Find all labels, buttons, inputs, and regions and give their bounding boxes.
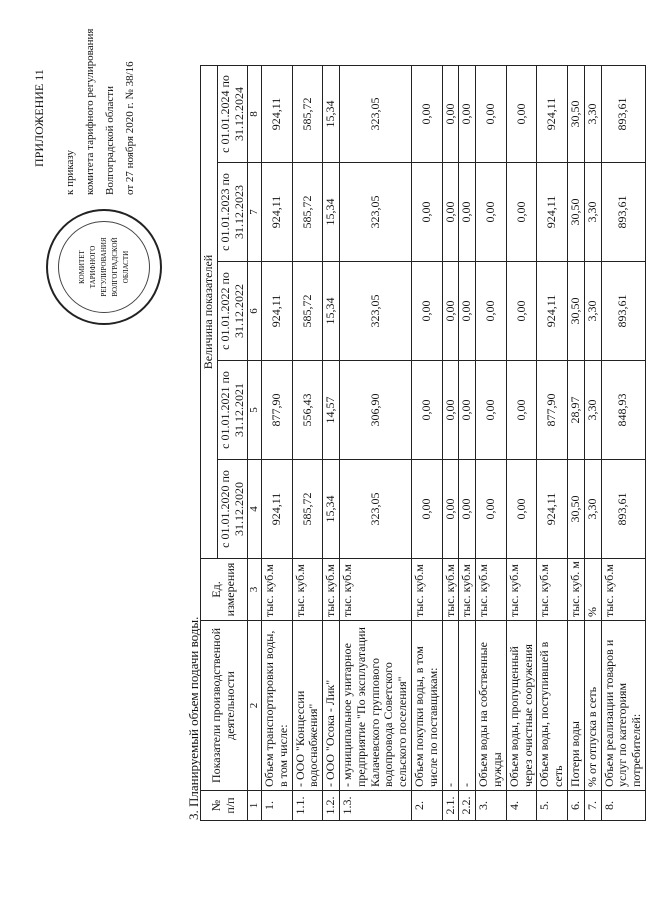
row-value: 323,05 — [340, 163, 412, 262]
row-unit: тыс. куб.м — [340, 559, 412, 621]
row-number: 1.3. — [340, 791, 412, 821]
row-value: 323,05 — [340, 460, 412, 559]
row-value: 585,72 — [292, 262, 323, 361]
column-index: 3 — [248, 559, 262, 621]
row-value: 30,50 — [567, 66, 584, 163]
column-index: 7 — [248, 163, 262, 262]
row-value: 0,00 — [412, 66, 443, 163]
seal-text: ОБЛАСТИ — [122, 250, 130, 284]
row-value: 3,30 — [584, 361, 601, 460]
table-row — [601, 66, 645, 821]
row-unit: тыс. куб.м — [476, 559, 507, 621]
row-number: 8. — [601, 791, 645, 821]
row-value: 556,43 — [292, 361, 323, 460]
column-index: 4 — [248, 460, 262, 559]
row-value: 0,00 — [506, 361, 537, 460]
official-seal — [46, 209, 162, 325]
appendix-title: ПРИЛОЖЕНИЕ 11 — [32, 69, 46, 167]
row-value: 323,05 — [340, 66, 412, 163]
row-value: 3,30 — [584, 262, 601, 361]
row-value: 848,93 — [601, 361, 645, 460]
appendix-line: Волгоградской области — [104, 86, 116, 195]
row-value: 924,11 — [262, 460, 293, 559]
table-row — [537, 66, 568, 821]
row-value: 30,50 — [567, 262, 584, 361]
row-value: 0,00 — [506, 262, 537, 361]
row-value: 0,00 — [459, 460, 476, 559]
row-value: 30,50 — [567, 460, 584, 559]
row-value: 14,57 — [323, 361, 340, 460]
row-value: 0,00 — [476, 66, 507, 163]
row-unit: тыс. куб.м — [323, 559, 340, 621]
column-index: 6 — [248, 262, 262, 361]
row-value: 3,30 — [584, 163, 601, 262]
row-unit: тыс. куб.м — [442, 559, 459, 621]
row-indicator-name: - ООО "Концессии водоснабжения" — [292, 621, 323, 791]
row-number: 2. — [412, 791, 443, 821]
row-indicator-name: - ООО "Осока - Лик" — [323, 621, 340, 791]
row-value: 0,00 — [412, 262, 443, 361]
row-value: 0,00 — [476, 460, 507, 559]
row-value: 0,00 — [442, 460, 459, 559]
appendix-block — [28, 28, 178, 345]
row-value: 3,30 — [584, 66, 601, 163]
seal-text: ВОЛГОГРАДСКОЙ — [111, 237, 119, 297]
row-indicator-name: Объем воды, поступившей в сеть — [537, 621, 568, 791]
row-number: 7. — [584, 791, 601, 821]
row-value: 0,00 — [506, 460, 537, 559]
table-row — [584, 66, 601, 821]
row-unit: тыс. куб. м — [567, 559, 584, 621]
row-unit: тыс. куб.м — [292, 559, 323, 621]
water-supply-table — [200, 65, 646, 821]
row-unit: % — [584, 559, 601, 621]
table-row — [506, 66, 537, 821]
row-value: 0,00 — [412, 163, 443, 262]
row-value: 3,30 — [584, 460, 601, 559]
row-value: 15,34 — [323, 262, 340, 361]
row-value: 893,61 — [601, 163, 645, 262]
appendix-line: комитета тарифного регулирования — [84, 28, 96, 195]
row-unit: тыс. куб.м — [506, 559, 537, 621]
row-value: 28,97 — [567, 361, 584, 460]
row-value: 893,61 — [601, 66, 645, 163]
row-value: 924,11 — [537, 163, 568, 262]
row-value: 924,11 — [537, 66, 568, 163]
header-period: с 01.01.2024 по 31.12.2024 — [217, 66, 248, 163]
row-number: 4. — [506, 791, 537, 821]
row-unit: тыс. куб.м — [537, 559, 568, 621]
header-period: с 01.01.2023 по 31.12.2023 — [217, 163, 248, 262]
header-group: Величина показателей — [201, 66, 218, 559]
row-value: 893,61 — [601, 460, 645, 559]
row-value: 323,05 — [340, 262, 412, 361]
row-number: 2.1. — [442, 791, 459, 821]
column-index: 1 — [248, 791, 262, 821]
table-row — [567, 66, 584, 821]
row-number: 1. — [262, 791, 293, 821]
row-value: 0,00 — [459, 361, 476, 460]
row-value: 877,90 — [537, 361, 568, 460]
row-value: 0,00 — [506, 66, 537, 163]
row-number: 5. — [537, 791, 568, 821]
row-indicator-name: Объем воды на собственные нужды — [476, 621, 507, 791]
row-value: 0,00 — [459, 66, 476, 163]
row-unit: тыс. куб.м — [262, 559, 293, 621]
row-value: 0,00 — [412, 460, 443, 559]
row-unit: тыс. куб.м — [412, 559, 443, 621]
row-value: 0,00 — [442, 163, 459, 262]
row-indicator-name: - муниципальное унитарное предприятие "По эксплуатации Калачевского группового водопровода Советского сельского поселения" — [340, 621, 412, 791]
row-value: 15,34 — [323, 66, 340, 163]
appendix-line: от 27 ноября 2020 г. № 38/16 — [124, 61, 136, 195]
row-value: 0,00 — [459, 262, 476, 361]
appendix-line: к приказу — [64, 149, 76, 195]
row-indicator-name: % от отпуска в сеть — [584, 621, 601, 791]
row-indicator-name: Объем транспортировки воды, в том числе: — [262, 621, 293, 791]
row-value: 0,00 — [476, 361, 507, 460]
row-value: 924,11 — [262, 66, 293, 163]
row-value: 877,90 — [262, 361, 293, 460]
table-row — [292, 66, 323, 821]
row-value: 924,11 — [537, 460, 568, 559]
row-value: 585,72 — [292, 66, 323, 163]
seal-text: ТАРИФНОГО — [89, 245, 97, 289]
seal-text: КОМИТЕТ — [78, 250, 86, 284]
row-indicator-name: Потери воды — [567, 621, 584, 791]
header-name: Показатели производственной деятельности — [201, 621, 248, 791]
row-value: 924,11 — [262, 262, 293, 361]
row-value: 0,00 — [459, 163, 476, 262]
row-value: 0,00 — [476, 262, 507, 361]
section-title: 3. Планируемый объем подачи воды. — [186, 616, 201, 820]
row-value: 30,50 — [567, 163, 584, 262]
row-number: 6. — [567, 791, 584, 821]
table-row — [412, 66, 443, 821]
row-value: 0,00 — [506, 163, 537, 262]
row-number: 3. — [476, 791, 507, 821]
row-value: 15,34 — [323, 460, 340, 559]
header-period: с 01.01.2021 по 31.12.2021 — [217, 361, 248, 460]
row-value: 0,00 — [412, 361, 443, 460]
row-number: 1.2. — [323, 791, 340, 821]
row-value: 924,11 — [262, 163, 293, 262]
row-value: 0,00 — [442, 262, 459, 361]
table-row — [323, 66, 340, 821]
column-index: 2 — [248, 621, 262, 791]
row-value: 585,72 — [292, 460, 323, 559]
row-indicator-name: Объем воды, пропущенный через очистные сооружения — [506, 621, 537, 791]
column-index-row — [248, 66, 262, 821]
row-value: 0,00 — [442, 66, 459, 163]
row-indicator-name: - — [442, 621, 459, 791]
row-indicator-name: Объем реализации товаров и услуг по категориям потребителей: — [601, 621, 645, 791]
row-number: 1.1. — [292, 791, 323, 821]
row-value: 893,61 — [601, 262, 645, 361]
row-unit: тыс. куб.м — [459, 559, 476, 621]
table-row — [476, 66, 507, 821]
table-row — [459, 66, 476, 821]
header-num: № п/п — [201, 791, 248, 821]
table-row — [442, 66, 459, 821]
row-indicator-name: Объем покупки воды, в том числе по поставщикам: — [412, 621, 443, 791]
row-number: 2.2. — [459, 791, 476, 821]
table-row — [262, 66, 293, 821]
seal-text: РЕГУЛИРОВАНИЯ — [100, 237, 108, 297]
header-unit: Ед. измерения — [201, 559, 248, 621]
row-value: 0,00 — [442, 361, 459, 460]
row-unit: тыс. куб.м — [601, 559, 645, 621]
column-index: 8 — [248, 66, 262, 163]
header-period: с 01.01.2022 по 31.12.2022 — [217, 262, 248, 361]
row-value: 306,90 — [340, 361, 412, 460]
row-value: 924,11 — [537, 262, 568, 361]
header-period: с 01.01.2020 по 31.12.2020 — [217, 460, 248, 559]
row-value: 585,72 — [292, 163, 323, 262]
row-value: 0,00 — [476, 163, 507, 262]
row-indicator-name: - — [459, 621, 476, 791]
column-index: 5 — [248, 361, 262, 460]
table-row — [340, 66, 412, 821]
row-value: 15,34 — [323, 163, 340, 262]
